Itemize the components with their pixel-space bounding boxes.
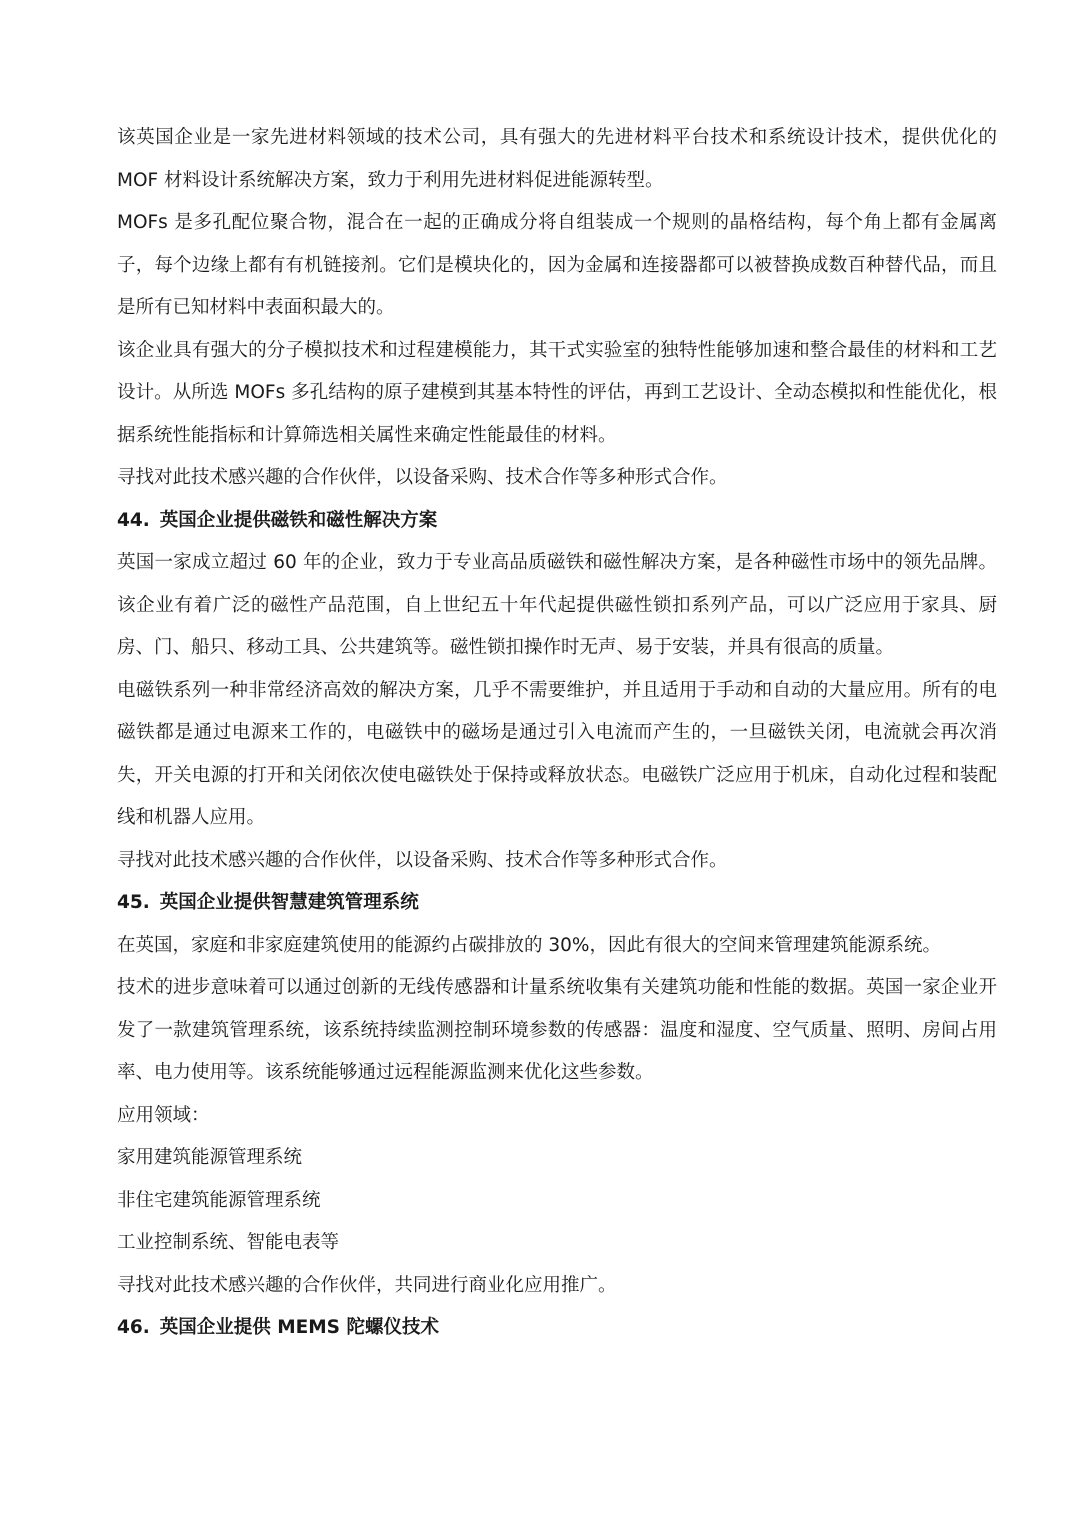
section-title: 英国企业提供磁铁和磁性解决方案	[159, 509, 438, 531]
paragraph: 应用领域：	[117, 1104, 210, 1126]
paragraph: 寻找对此技术感兴趣的合作伙伴，以设备采购、技术合作等多种形式合作。	[117, 467, 728, 488]
paragraph: 寻找对此技术感兴趣的合作伙伴，共同进行商业化应用推广。	[117, 1274, 617, 1296]
paragraph: 英国一家成立超过 60 年的企业，致力于专业高品质磁铁和磁性解决方案，是各种磁性市场中的领先品牌。该企业有着广泛的磁性产品范围，自上世纪五十年代起提供磁性锁扣系列产品，可以广泛应用于家具、厨房、门、船只、移动工具、公共建筑等。磁性锁扣操作时无声、易于安装，并具有很高的质量。	[117, 552, 997, 658]
section-heading	[117, 1307, 997, 1350]
list-item: 工业控制系统、智能电表等	[117, 1232, 340, 1253]
section-title: 英国企业提供 MEMS 陀螺仪技术	[159, 1317, 439, 1338]
paragraph: 在英国，家庭和非家庭建筑使用的能源约占碳排放的 30%，因此有很大的空间来管理建筑能源系统。	[117, 934, 942, 956]
paragraph: 该企业具有强大的分子模拟技术和过程建模能力，其干式实验室的独特性能够加速和整合最佳的材料和工艺设计。从所选 MOFs 多孔结构的原子建模到其基本特性的评估，再到工艺设计、全动态模拟和性能优化，根据系统性能指标和计算筛选相关属性来确定性能最佳的材料。	[117, 339, 997, 446]
paragraph: 该英国企业是一家先进材料领域的技术公司，具有强大的先进材料平台技术和系统设计技术，提供优化的 MOF 材料设计系统解决方案，致力于利用先进材料促进能源转型。	[117, 127, 997, 191]
section-number: 46.	[117, 1317, 150, 1338]
section-number: 44.	[117, 509, 150, 531]
paragraph: 寻找对此技术感兴趣的合作伙伴，以设备采购、技术合作等多种形式合作。	[117, 849, 728, 871]
section-heading	[117, 882, 997, 925]
section-title: 英国企业提供智慧建筑管理系统	[159, 892, 419, 913]
paragraph: 电磁铁系列一种非常经济高效的解决方案，几乎不需要维护，并且适用于手动和自动的大量应用。所有的电磁铁都是通过电源来工作的，电磁铁中的磁场是通过引入电流而产生的，一旦磁铁关闭，电流就会再次消失，开关电源的打开和关闭依次使电磁铁处于保持或释放状态。电磁铁广泛应用于机床，自动化过程和装配线和机器人应用。	[117, 679, 997, 828]
list-item: 家用建筑能源管理系统	[117, 1147, 303, 1168]
document-page	[117, 117, 997, 1350]
section-heading	[117, 500, 997, 543]
list-item: 非住宅建筑能源管理系统	[117, 1189, 321, 1211]
section-number: 45.	[117, 892, 150, 913]
paragraph: 技术的进步意味着可以通过创新的无线传感器和计量系统收集有关建筑功能和性能的数据。英国一家企业开发了一款建筑管理系统，该系统持续监测控制环境参数的传感器：温度和湿度、空气质量、照明、房间占用率、电力使用等。该系统能够通过远程能源监测来优化这些参数。	[117, 977, 997, 1083]
paragraph: MOFs 是多孔配位聚合物，混合在一起的正确成分将自组装成一个规则的晶格结构，每个角上都有金属离子，每个边缘上都有有机链接剂。它们是模块化的，因为金属和连接器都可以被替换成数百种替代品，而且是所有已知材料中表面积最大的。	[117, 212, 997, 318]
